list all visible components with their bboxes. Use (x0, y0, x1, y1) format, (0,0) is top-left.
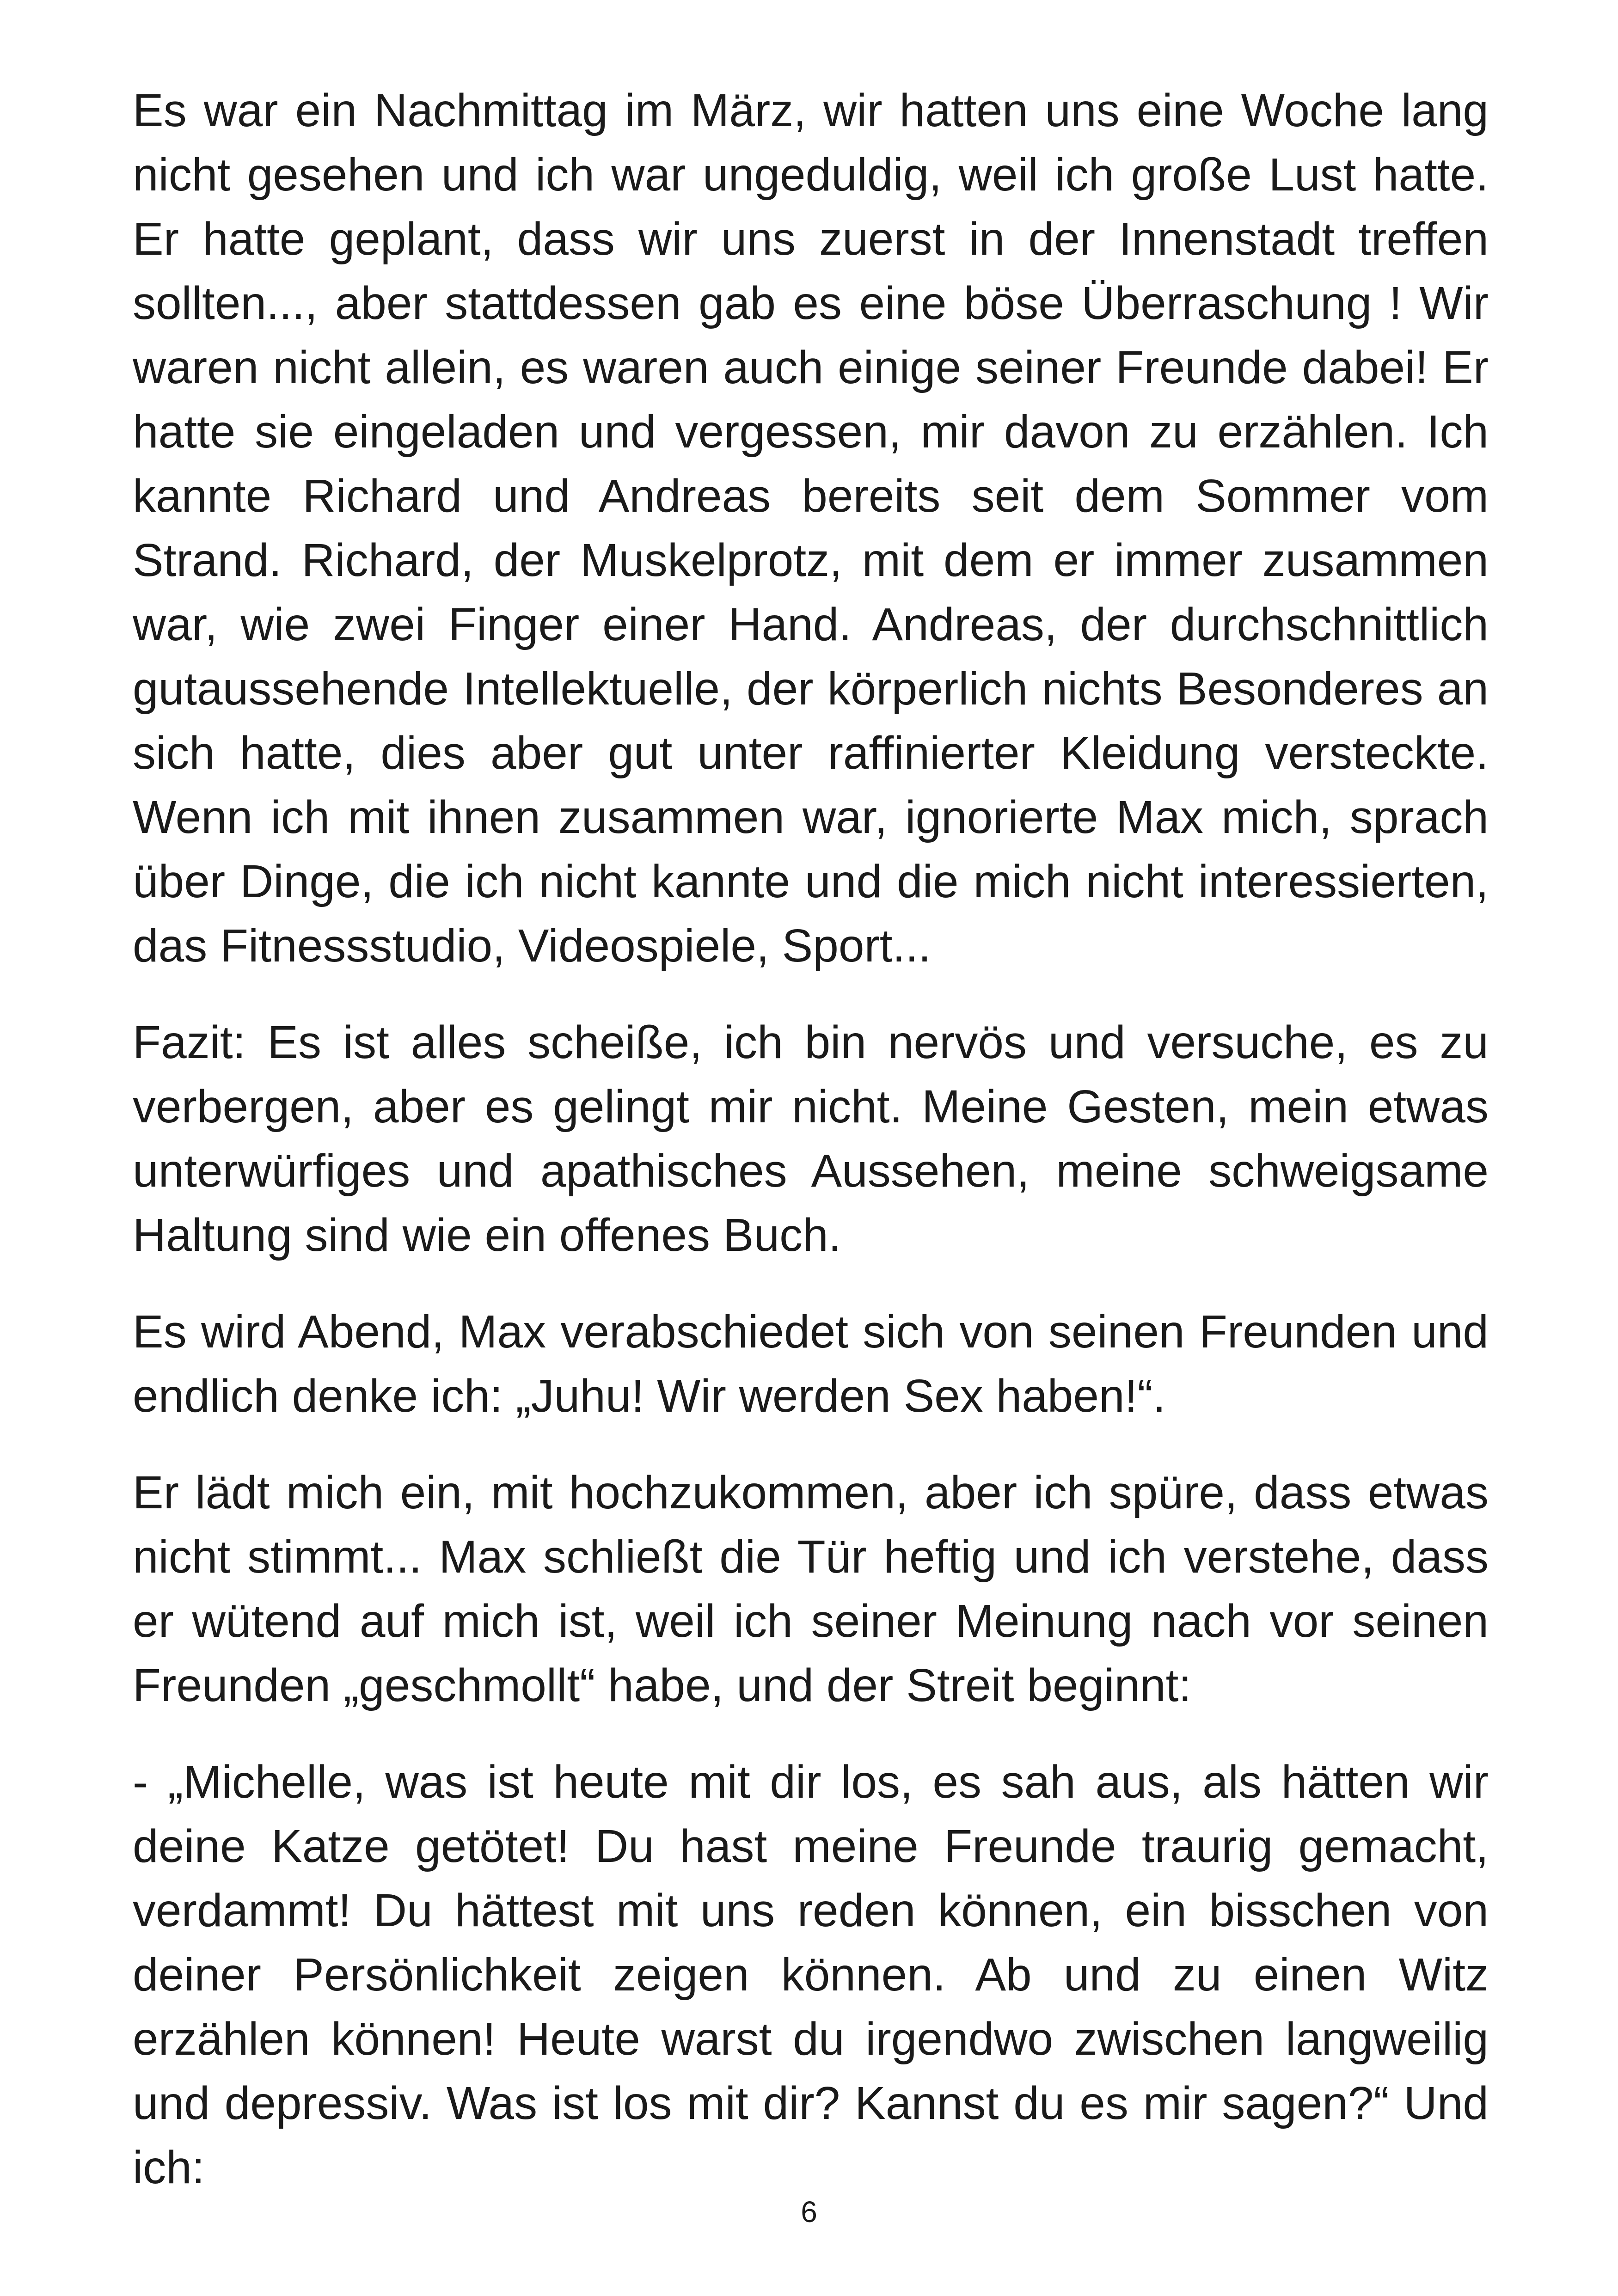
paragraph-5: - „Michelle, was ist heute mit dir los, es sah aus, als hätten wir deine Katze getötet! Du hast meine Freunde traurig gemacht, verdammt! Du hättest mit uns reden können, ein bisschen von deiner Persönlichkeit zeigen können. Ab und zu einen Witz erzählen können! Heute warst du irgendwo zwischen langweilig und depressiv. Was ist los mit dir? Kannst du es mir sagen?“ Und ich: (133, 1756, 1489, 2193)
page-number: 6 (801, 2195, 817, 2229)
paragraph-4: Er lädt mich ein, mit hochzukommen, aber ich spüre, dass etwas nicht stimmt... Max schließt die Tür heftig und ich verstehe, dass er wütend auf mich ist, weil ich seiner Meinung nach vor seinen Freunden „geschmollt“ habe, und der Streit beginnt: (133, 1467, 1489, 1711)
paragraph-1: Es war ein Nachmittag im März, wir hatten uns eine Woche lang nicht gesehen und ich war ungeduldig, weil ich große Lust hatte. Er hatte geplant, dass wir uns zuerst in der Innenstadt treffen sollten..., aber stattdessen gab es eine böse Überraschung ! Wir waren nicht allein, es waren auch einige seiner Freunde dabei! Er hatte sie eingeladen und vergessen, mir davon zu erzählen. Ich kannte Richard und Andreas bereits seit dem Sommer vom Strand. Richard, der Muskelprotz, mit dem er immer zusammen war, wie zwei Finger einer Hand. Andreas, der durchschnittlich gutaussehende Intellektuelle, der körperlich nichts Besonderes an sich hatte, dies aber gut unter raffinierter Kleidung versteckte. Wenn ich mit ihnen zusammen war, ignorierte Max mich, sprach über Dinge, die ich nicht kannte und die mich nicht interessierten, das Fitnessstudio, Videospiele, Sport... (133, 85, 1489, 972)
paragraph-2: Fazit: Es ist alles scheiße, ich bin nervös und versuche, es zu verbergen, aber es gelingt mir nicht. Meine Gesten, mein etwas unterwürfiges und apathisches Aussehen, meine schweigsame Haltung sind wie ein offenes Buch. (133, 1016, 1489, 1261)
body-text (133, 79, 1489, 2232)
paragraph-3: Es wird Abend, Max verabschiedet sich von seinen Freunden und endlich denke ich: „Juhu! Wir werden Sex haben!“. (133, 1306, 1489, 1422)
